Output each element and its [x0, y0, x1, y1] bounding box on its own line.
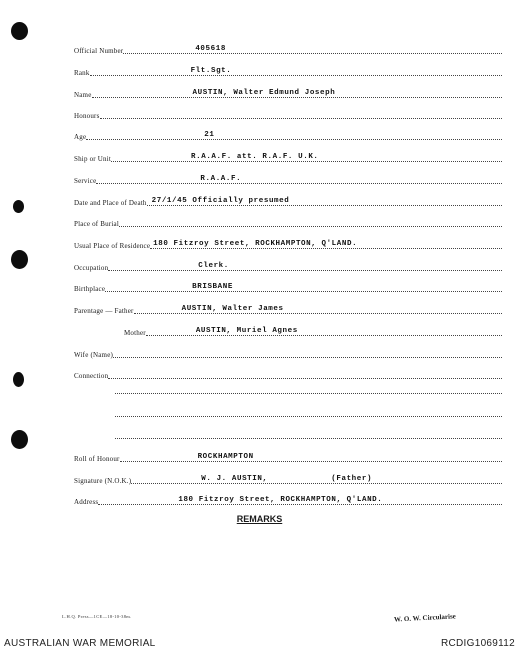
field-value: W. J. AUSTIN, — [201, 475, 268, 483]
field-rank — [74, 64, 502, 78]
field-label: Name — [74, 91, 92, 99]
field-label: Date and Place of Death — [74, 199, 147, 207]
field-ship-or-unit — [74, 150, 502, 164]
field-label: Ship or Unit — [74, 155, 112, 163]
field-place-of-burial — [74, 215, 502, 229]
field-official-number — [74, 42, 502, 56]
record-id: RCDIG1069112 — [440, 638, 515, 649]
field-date-place-of-death — [74, 194, 502, 208]
field-value: 405618 — [195, 45, 226, 53]
field-usual-residence — [74, 237, 502, 251]
field-signature-nok — [74, 472, 502, 486]
field-parentage-mother — [74, 324, 502, 338]
field-connection — [74, 367, 502, 381]
field-occupation — [74, 259, 502, 273]
field-wife-name — [74, 346, 502, 360]
field-honours — [74, 107, 502, 121]
field-birthplace — [74, 280, 502, 294]
field-label: Service — [74, 177, 97, 185]
field-label: Honours — [74, 112, 100, 120]
field-label: Roll of Honour — [74, 455, 120, 463]
connection-continuation-line — [115, 416, 502, 417]
field-label: Birthplace — [74, 285, 106, 293]
field-label: Official Number — [74, 47, 124, 55]
field-value: AUSTIN, Muriel Agnes — [195, 327, 298, 335]
field-address — [74, 493, 502, 507]
field-value: AUSTIN, Walter Edmund Joseph — [192, 89, 336, 97]
archive-name: AUSTRALIAN WAR MEMORIAL — [4, 638, 156, 649]
field-label: Mother — [124, 329, 146, 337]
punch-hole — [13, 200, 24, 213]
field-value-relation: (Father) — [331, 475, 373, 483]
field-value: R.A.A.F. — [200, 175, 242, 183]
field-value: ROCKHAMPTON — [197, 453, 254, 461]
field-roll-of-honour — [74, 450, 502, 464]
circularise-stamp: W. O. W. Circularise — [393, 612, 457, 624]
field-value: Flt.Sgt. — [190, 67, 232, 75]
field-label: Signature (N.O.K.) — [74, 477, 132, 485]
archive-footer — [0, 634, 519, 654]
field-value: 180 Fitzroy Street, ROCKHAMPTON, Q'LAND. — [153, 240, 358, 248]
field-value: Clerk. — [198, 262, 229, 270]
field-value: BRISBANE — [192, 283, 233, 291]
field-label: Usual Place of Residence — [74, 242, 151, 250]
field-label: Age — [74, 133, 87, 141]
form-printer-code: L.H.Q. Press—1CE—18-10-38m. — [62, 614, 132, 619]
field-label: Address — [74, 498, 99, 506]
field-name — [74, 86, 502, 100]
field-label: Place of Burial — [74, 220, 119, 228]
field-label: Occupation — [74, 264, 109, 272]
field-parentage-father — [74, 302, 502, 316]
punch-hole — [11, 22, 28, 40]
field-value: R.A.A.F. att. R.A.F. U.K. — [191, 153, 319, 161]
connection-continuation-line — [115, 393, 502, 394]
field-label: Wife (Name) — [74, 351, 114, 359]
field-label: Connection — [74, 372, 109, 380]
field-age — [74, 128, 502, 142]
connection-continuation-line — [115, 438, 502, 439]
field-label: Rank — [74, 69, 90, 77]
punch-hole — [11, 250, 28, 269]
field-value: 21 — [204, 131, 215, 139]
field-service — [74, 172, 502, 186]
punch-hole — [11, 430, 28, 449]
remarks-heading: REMARKS — [236, 514, 283, 524]
field-label: Parentage — Father — [74, 307, 134, 315]
punch-hole — [13, 372, 24, 387]
field-value: 27/1/45 Officially presumed — [151, 197, 290, 205]
field-value: 180 Fitzroy Street, ROCKHAMPTON, Q'LAND. — [178, 496, 383, 504]
field-value: AUSTIN, Walter James — [181, 305, 284, 313]
